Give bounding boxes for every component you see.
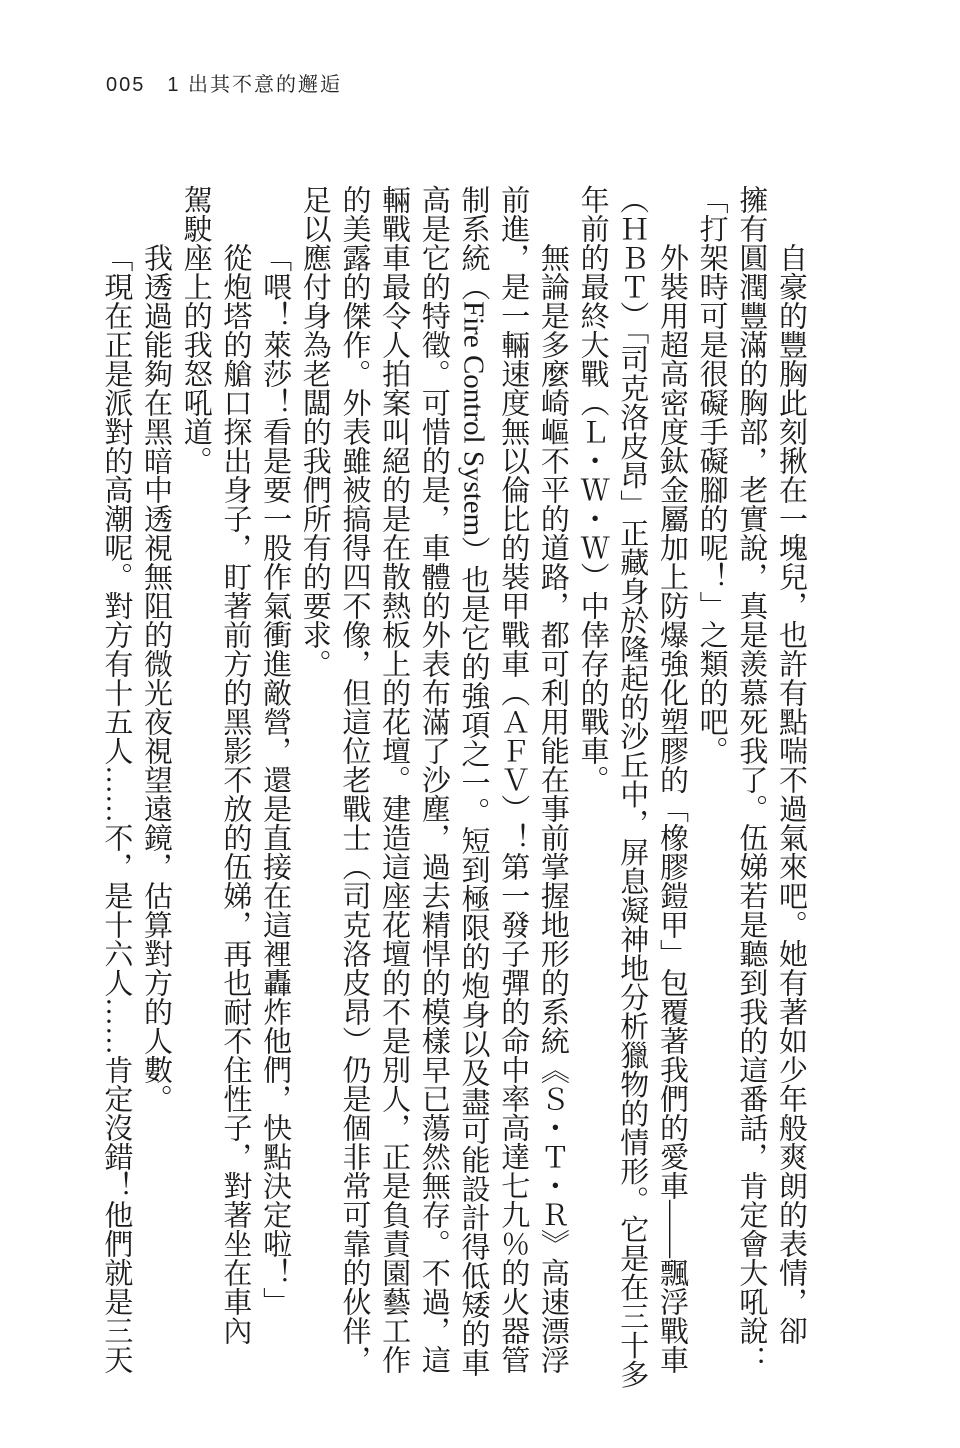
text-column-3: 「打架時可是很礙手礙腳的呢！」之類的吧。 <box>695 185 728 765</box>
text-column-13: 足以應付身為老闆的我們所有的要求。 <box>298 185 331 678</box>
vertical-text-body <box>95 185 810 1410</box>
page-number: 005 <box>106 74 146 96</box>
text-column-10: 高是它的特徵。可惜的是，車體的外表布滿了沙塵，過去精悍的模樣早已蕩然無存。不過，這 <box>417 185 450 1374</box>
chapter-title: 1 出其不意的邂逅 <box>167 74 343 96</box>
text-column-16: 駕駛座上的我怒吼道。 <box>179 185 212 475</box>
text-column-5: （ＨＢＴ）「司克洛皮昂」正藏身於隆起的沙丘中，屏息凝神地分析獵物的情形。它是在三十多 <box>616 185 649 1389</box>
text-column-1: 自豪的豐胸此刻揪在一塊兒，也許有點喘不過氣來吧。她有著如少年般爽朗的表情，卻 <box>775 243 807 1345</box>
text-column-2: 擁有圓潤豐滿的胸部，老實說，真是羨慕死我了。伍娣若是聽到我的這番話，肯定會大吼說： <box>735 185 768 1374</box>
text-column-11: 輛戰車最令人拍案叫絕的是在散熱板上的花壇。建造這座花壇的不是別人，正是負責園藝工作 <box>378 185 411 1374</box>
running-head <box>106 73 342 97</box>
text-column-4: 外裝用超高密度鈦金屬加上防爆強化塑膠的「橡膠鎧甲」包覆著我們的愛車——飄浮戰車 <box>655 243 688 1374</box>
text-column-15: 從炮塔的艙口探出身子，盯著前方的黑影不放的伍娣，再也耐不住性子，對著坐在車內 <box>219 243 252 1345</box>
text-column-9: 制系統（Fire Control System）也是它的強項之一。短到極限的炮身以及盡可能設計得低矮的車 <box>457 185 490 1378</box>
text-column-12: 的美露的傑作。外表雖被搞得四不像，但這位老戰士（司克洛皮昂）仍是個非常可靠的伙伴， <box>338 185 371 1374</box>
text-column-18: 「現在正是派對的高潮呢。對方有十五人……不，是十六人……肯定沒錯！他們就是三天 <box>100 243 133 1374</box>
text-column-8: 前進，是一輛速度無以倫比的裝甲戰車（ＡＦＶ）！第一發子彈的命中率高達七九％的火器管 <box>497 185 530 1374</box>
text-column-14: 「喂！萊莎！看是要一股作氣衝進敵營，還是直接在這裡轟炸他們，快點決定啦！」 <box>259 243 292 1316</box>
text-column-17: 我透過能夠在黑暗中透視無阻的微光夜視望遠鏡，估算對方的人數。 <box>140 243 172 1113</box>
text-column-6: 年前的最終大戰（Ｌ・Ｗ・Ｗ）中倖存的戰車。 <box>576 185 609 794</box>
text-column-7: 無論是多麼崎嶇不平的道路，都可利用能在事前掌握地形的系統《Ｓ・Ｔ・Ｒ》高速漂浮 <box>536 243 569 1374</box>
